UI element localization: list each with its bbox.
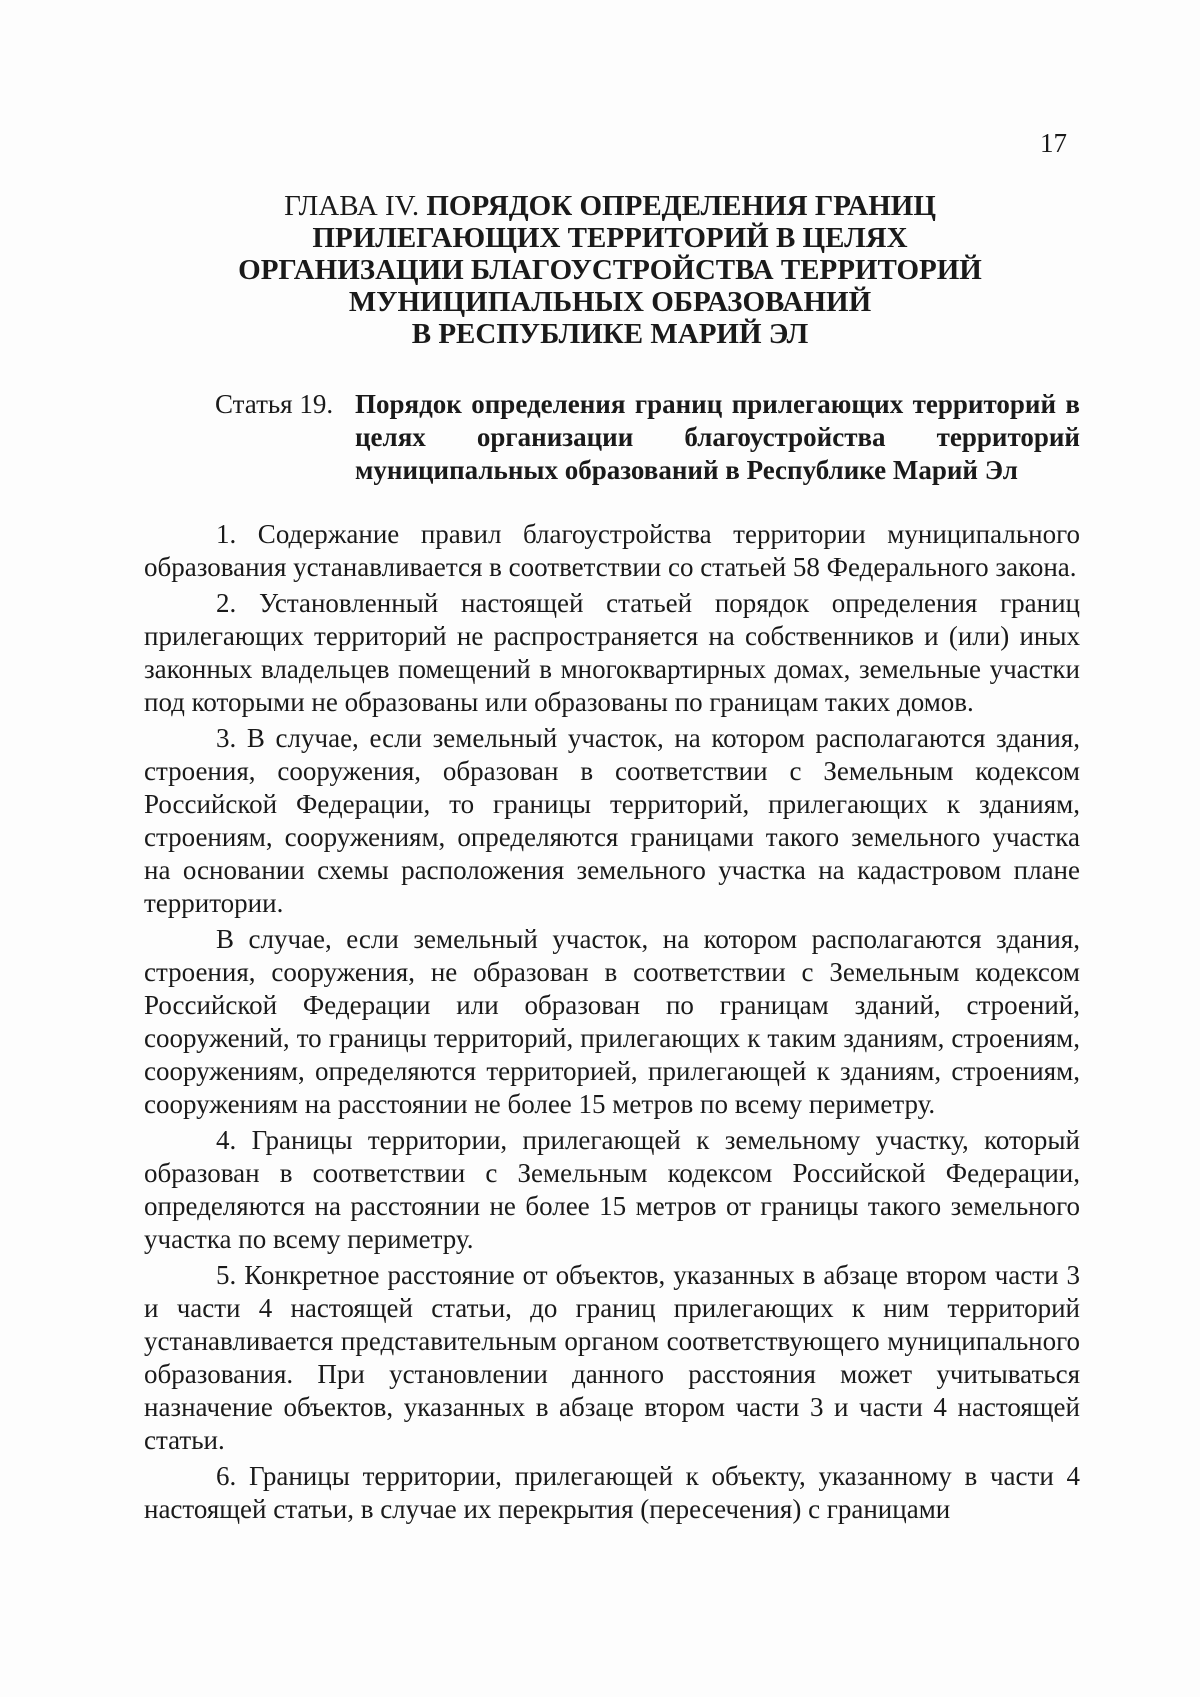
chapter-title-line-3: ОРГАНИЗАЦИИ БЛАГОУСТРОЙСТВА ТЕРРИТОРИЙ (238, 254, 982, 286)
chapter-label: ГЛАВА IV. (284, 190, 420, 222)
chapter-title-line-1 (140, 190, 1080, 222)
article-label: Статья 19. (215, 389, 334, 419)
chapter-title-line-2: ПРИЛЕГАЮЩИХ ТЕРРИТОРИЙ В ЦЕЛЯХ (312, 222, 908, 254)
chapter-title-text-1: ПОРЯДОК ОПРЕДЕЛЕНИЯ ГРАНИЦ (426, 190, 936, 222)
page-number: 17 (1040, 128, 1067, 158)
paragraph-6: 6. Границы территории, прилегающей к объекту, указанному в части 4 настоящей статьи, в случае их перекрытия (пересечения) с границами (144, 1461, 1080, 1524)
chapter-title-line-5: В РЕСПУБЛИКЕ МАРИЙ ЭЛ (411, 318, 809, 350)
paragraph-5: 5. Конкретное расстояние от объектов, указанных в абзаце втором части 3 и части 4 настоящей статьи, до границ прилегающих к ним территорий устанавливается представительным органом соответствующего муниципального образования. При установлении данного расстояния может учитываться назначение объектов, указанных в абзаце втором части 3 и части 4 настоящей статьи. (144, 1260, 1080, 1455)
paragraph-4: 4. Границы территории, прилегающей к земельному участку, который образован в соответствии с Земельным кодексом Российской Федерации, определяются на расстоянии не более 15 метров от границы такого земельного участка по всему периметру. (144, 1125, 1080, 1254)
paragraph-3-second: В случае, если земельный участок, на котором располагаются здания, строения, сооружения, не образован в соответствии с Земельным кодексом Российской Федерации или образован по границам зданий, строений, сооружений, то границы территорий, прилегающих к таким зданиям, строениям, сооружениям, определяются территорией, прилегающей к зданиям, строениям, сооружениям на расстоянии не более 15 метров по всему периметру. (144, 924, 1080, 1119)
paragraph-1: 1. Содержание правил благоустройства территории муниципального образования устанавливается в соответствии со статьей 58 Федерального закона. (144, 519, 1080, 582)
article-heading (215, 388, 1080, 487)
paragraph-2: 2. Установленный настоящей статьей порядок определения границ прилегающих территорий не распространяется на собственников и (или) иных законных владельцев помещений в многоквартирных домах, земельные участки под которыми не образованы или образованы по границам таких домов. (144, 588, 1080, 717)
article-body (144, 518, 1080, 1529)
paragraph-3: 3. В случае, если земельный участок, на котором располагаются здания, строения, сооружения, образован в соответствии с Земельным кодексом Российской Федерации, то границы территорий, прилегающих к зданиям, строениям, сооружениям, определяются границами такого земельного участка на основании схемы расположения земельного участка на кадастровом плане территории. (144, 723, 1080, 918)
chapter-title (140, 190, 1080, 350)
article-title: Порядок определения границ прилегающих территорий в целях организации благоустройства территорий муниципальных образований в Республике Марий Эл (355, 389, 1080, 485)
chapter-title-line-4: МУНИЦИПАЛЬНЫХ ОБРАЗОВАНИЙ (348, 286, 872, 318)
